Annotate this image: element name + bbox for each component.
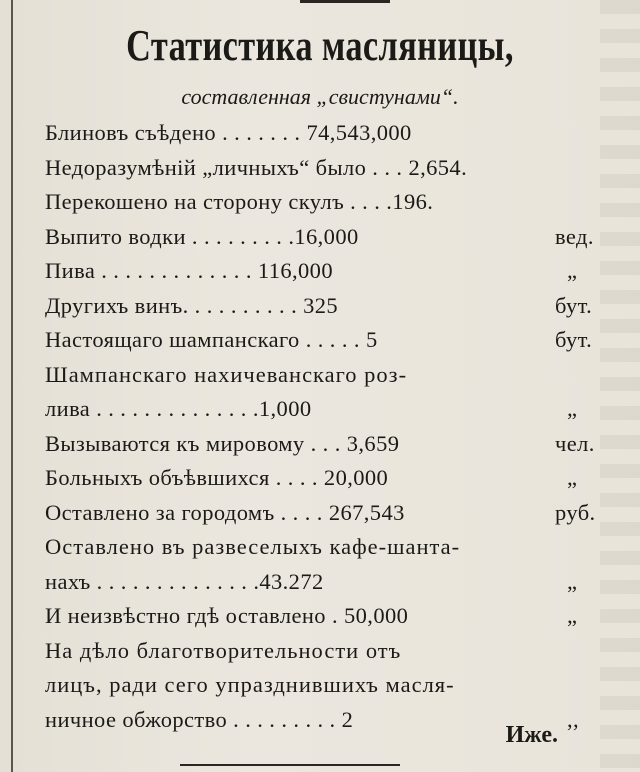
stat-row — [45, 358, 605, 393]
stat-unit: бут. — [555, 292, 593, 318]
stat-row — [45, 565, 605, 600]
stat-row — [45, 461, 605, 496]
stat-unit: чел. — [555, 430, 595, 456]
stat-row — [45, 323, 605, 358]
stat-label: Оставлено за городомъ . . . . 267,543 — [45, 499, 405, 525]
stat-label: Настоящаго шампанскаго . . . . . 5 — [45, 327, 378, 352]
stat-label: Шампанскаго нахичеванскаго роз- — [45, 361, 408, 387]
stat-row — [45, 496, 605, 531]
stat-label: лицъ, ради сего упразднившихъ масля- — [45, 672, 455, 697]
stat-label: Пива . . . . . . . . . . . . . 116,000 — [45, 258, 333, 283]
stat-row — [45, 185, 605, 220]
stat-row — [45, 427, 605, 462]
article-subtitle: составленная „свистунами“. — [181, 84, 459, 109]
stat-unit: „ — [567, 603, 578, 628]
stat-unit: „ — [567, 258, 578, 283]
stat-label: На дѣло благотворительности отъ — [45, 637, 402, 663]
stat-unit: „ — [567, 396, 578, 421]
stat-row — [45, 116, 605, 151]
adjacent-column-bleed — [600, 0, 640, 772]
stat-row — [45, 392, 605, 427]
stat-row — [45, 668, 605, 703]
stat-unit: „ — [567, 465, 578, 490]
stat-row — [45, 220, 605, 255]
stat-label: Больныхъ объѣвшихся . . . . 20,000 — [45, 465, 389, 490]
stat-label: Перекошено на сторону скулъ . . . .196. — [45, 189, 434, 214]
stat-row — [45, 634, 605, 669]
stat-unit: бут. — [555, 327, 593, 352]
author-signature: Иже. — [505, 722, 558, 748]
column-rule — [11, 0, 13, 772]
stat-row — [45, 254, 605, 289]
stat-row — [45, 599, 605, 634]
article-title: Статистика масляницы, — [126, 21, 514, 70]
stat-label: Вызываются къ мировому . . . 3,659 — [45, 430, 400, 456]
top-rule — [300, 0, 390, 3]
stat-label: Выпито водки . . . . . . . . .16,000 — [45, 223, 359, 249]
stat-label: Недоразумѣній „личныхъ“ было . . . 2,654. — [45, 154, 468, 180]
stat-row — [45, 530, 605, 565]
stat-label: Другихъ винъ. . . . . . . . . . 325 — [45, 292, 339, 318]
stat-label: лива . . . . . . . . . . . . . .1,000 — [45, 396, 312, 421]
stat-label: И неизвѣстно гдѣ оставлено . 50,000 — [45, 603, 409, 628]
stat-label: Блиновъ съѣдено . . . . . . . 74,543,000 — [45, 120, 412, 145]
stat-label: ничное обжорство . . . . . . . . . 2 — [45, 706, 354, 732]
stat-label: Оставлено въ развеселыхъ кафе-шанта- — [45, 534, 461, 559]
stat-row — [45, 151, 605, 186]
stat-label: нахъ . . . . . . . . . . . . . .43.272 — [45, 568, 324, 594]
stat-unit: ,, — [567, 706, 580, 732]
bottom-rule — [180, 764, 400, 766]
stat-unit: вед. — [555, 223, 594, 249]
statistics-list — [45, 116, 605, 737]
stat-unit: „ — [567, 568, 578, 594]
stat-row — [45, 289, 605, 324]
stat-unit: руб. — [555, 499, 596, 525]
